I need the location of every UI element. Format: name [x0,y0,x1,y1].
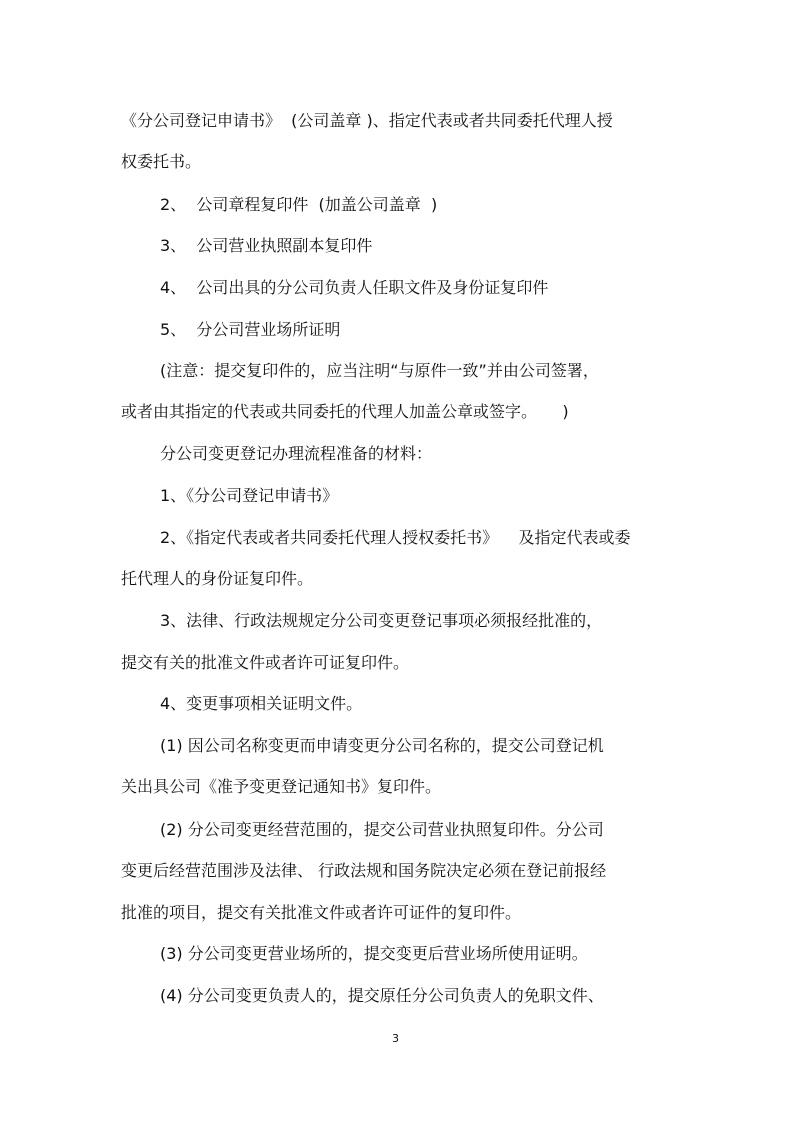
text-line-7: (注意：提交复印件的，应当注明“与原件一致”并由公司签署， [160,361,599,380]
page-number: 3 [392,1032,399,1045]
text-line-4: 3、 公司营业执照副本复印件 [160,236,373,255]
text-line-1: 《分公司登记申请书》 (公司盖章 )、指定代表或者共同委托代理人授 [121,111,613,130]
text-line-3: 2、 公司章程复印件 (加盖公司盖章 ) [160,195,438,214]
text-line-15: 4、变更事项相关证明文件。 [160,694,363,713]
text-line-8: 或者由其指定的代表或共同委托的代理人加盖公章或签字。 ) [121,402,569,421]
text-line-12: 托代理人的身份证复印件。 [121,569,314,588]
text-line-5: 4、 公司出具的分公司负责人任职文件及身份证复印件 [160,278,549,297]
text-line-14: 提交有关的批准文件或者许可证复印件。 [121,653,410,672]
text-line-9: 分公司变更登记办理流程准备的材料： [160,444,433,463]
text-line-16: (1) 因公司名称变更而申请变更分公司名称的，提交公司登记机 [160,736,604,755]
text-line-21: (3) 分公司变更营业场所的，提交变更后营业场所使用证明。 [160,944,588,963]
text-line-20: 批准的项目，提交有关批准文件或者许可证件的复印件。 [121,903,522,922]
text-line-22: (4) 分公司变更负责人的，提交原任分公司负责人的免职文件、 [160,986,604,1005]
text-line-6: 5、 分公司营业场所证明 [160,320,341,339]
text-line-18: (2) 分公司变更经营范围的，提交公司营业执照复印件。分公司 [160,820,604,839]
text-line-10: 1、《分公司登记申请书》 [160,486,339,505]
text-line-2: 权委托书。 [121,152,202,171]
text-line-11: 2、《指定代表或者共同委托代理人授权委托书》 及指定代表或委 [160,528,631,547]
text-line-19: 变更后经营范围涉及法律、 行政法规和国务院决定必须在登记前报经 [121,861,607,880]
text-line-13: 3、法律、行政法规规定分公司变更登记事项必须报经批准的， [160,611,603,630]
text-line-17: 关出具公司《准予变更登记通知书》复印件。 [121,777,442,796]
